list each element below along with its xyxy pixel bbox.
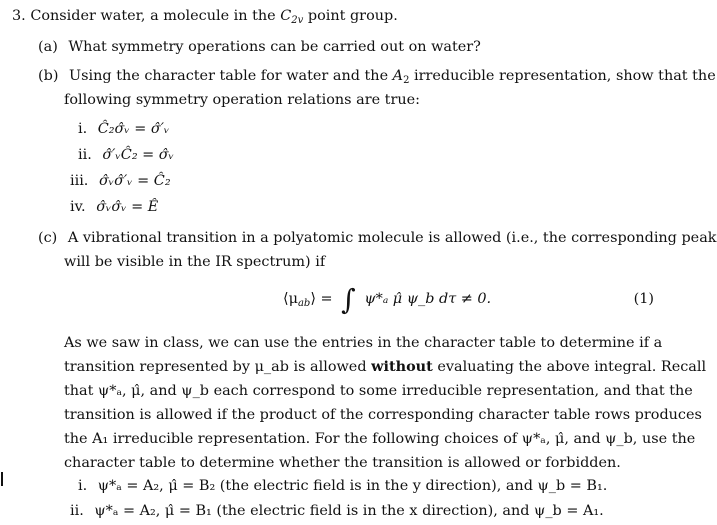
problem-statement: [12, 4, 398, 33]
part-c-text: A vibrational transition in a polyatomic molecule is allowed (i.e., the corresponding peak: [67, 230, 717, 246]
integral-sign: ∫: [341, 283, 356, 316]
paragraph-line-6: character table to determine whether the transition is allowed or forbidden.: [64, 455, 621, 471]
equation-lhs-subscript: ab: [297, 298, 311, 309]
equation-1: [283, 283, 492, 316]
part-c-item-1: [78, 474, 607, 498]
part-b-text-pre: Using the character table for water and the: [69, 68, 393, 84]
item-label: iv.: [70, 199, 86, 215]
problem-number: 3.: [12, 8, 26, 24]
part-b-label: (b): [38, 68, 59, 84]
emphasis-without: without: [371, 358, 433, 375]
paragraph-line-4: transition is allowed if the product of the corresponding character table rows produces: [64, 407, 702, 423]
part-b-text-post: irreducible representation, show that the: [409, 68, 716, 84]
part-c-line-1: [38, 226, 717, 250]
paragraph-line-2: [64, 355, 706, 379]
part-a-text: What symmetry operations can be carried out on water?: [68, 39, 481, 55]
part-b-line-2: following symmetry operation relations are true:: [64, 92, 420, 108]
margin-change-bar: [1, 472, 3, 486]
equation-lhs: ⟨μ: [283, 291, 298, 307]
point-group-symbol: C: [280, 8, 292, 24]
equation-integrand: ψ*ₐ μ̂ ψ_b dτ ≠ 0.: [364, 291, 492, 307]
item-label: iii.: [70, 173, 89, 189]
equation-lhs-close: ⟩ =: [310, 291, 333, 307]
paragraph-line-1: As we saw in class, we can use the entries in the character table to determine if a: [64, 335, 663, 351]
part-c-line-2: will be visible in the IR spectrum) if: [64, 254, 326, 270]
part-b-item-3: [70, 169, 171, 193]
paragraph-text: transition represented by μ_ab is allowed: [64, 359, 372, 375]
item-text: ψ*ₐ = A₂, μ̂ = B₂ (the electric field is in the y direction), and ψ_b = B₁.: [97, 478, 608, 494]
paragraph-line-5: the A₁ irreducible representation. For the following choices of ψ*ₐ, μ̂, and ψ_b, use the: [64, 431, 696, 447]
part-c-item-2: [70, 499, 604, 523]
item-label: ii.: [70, 503, 84, 519]
item-label: i.: [78, 121, 88, 137]
item-expression: σ̂ᵥσ̂′ᵥ = Ĉ₂: [98, 173, 171, 189]
part-c-label: (c): [38, 230, 58, 246]
irrep-subscript: 2: [403, 75, 410, 86]
part-a: [38, 35, 481, 59]
item-text: ψ*ₐ = A₂, μ̂ = B₁ (the electric field is in the x direction), and ψ_b = A₁.: [94, 503, 604, 519]
item-label: ii.: [78, 147, 92, 163]
item-expression: σ̂ᵥσ̂ᵥ = Ê: [96, 199, 159, 215]
part-a-label: (a): [38, 39, 58, 55]
item-label: i.: [78, 478, 88, 494]
problem-intro: Consider water, a molecule in the: [30, 8, 281, 24]
paragraph-text-end: evaluating the above integral. Recall: [432, 359, 707, 375]
problem-intro-end: point group.: [303, 8, 398, 24]
item-expression: Ĉ₂σ̂ᵥ = σ̂′ᵥ: [97, 121, 170, 137]
point-group-subscript: 2v: [291, 15, 304, 26]
part-b-item-2: [78, 143, 174, 167]
equation-number: (1): [633, 291, 654, 307]
item-expression: σ̂′ᵥĈ₂ = σ̂ᵥ: [102, 147, 174, 163]
paragraph-line-3: that ψ*ₐ, μ̂, and ψ_b each correspond to some irreducible representation, and that the: [64, 383, 693, 399]
irrep-symbol: A: [392, 68, 404, 84]
part-b-item-4: [70, 195, 158, 219]
part-b-item-1: [78, 117, 169, 141]
